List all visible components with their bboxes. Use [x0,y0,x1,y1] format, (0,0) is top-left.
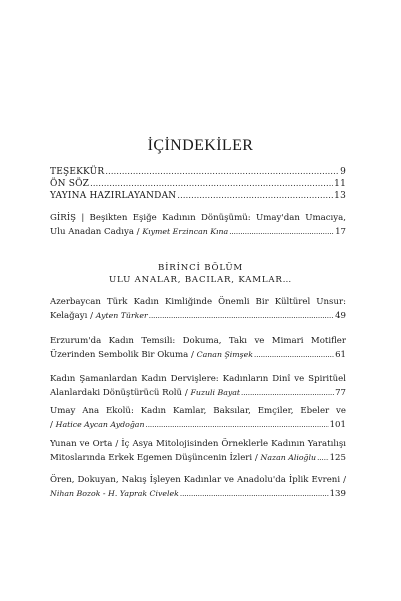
toc-entry-page: 13 [334,191,346,201]
toc-entry-title-line: GİRİŞ | Beşikten Eşiğe Kadının Dönüşümü: Umay'dan Umacıya, [50,213,346,223]
dot-leader [90,178,333,190]
dot-leader [317,452,329,465]
toc-entry[interactable] [50,474,346,501]
dot-leader [177,190,333,202]
toc-entry[interactable]: Azerbaycan Türk Kadın Kimliğinde Önemli Bir Kültürel Unsur: Kelağayı / Ayten Türker ..... 49 [50,296,346,323]
toc-entry-title-line: Umay Ana Ekolü: Kadın Kamlar, Baksılar, Emçiler, Ebeler ve [50,406,346,416]
toc-entry-author: Nazan Alioğlu [260,453,317,462]
section-subtitle: ULU ANALAR, BACILAR, KAMLAR… [108,275,293,285]
toc-entry-page: 17 [335,227,346,237]
toc-entry-title-line: Ulu Anadan Cadıya [50,227,134,237]
toc-entry-label: TEŞEKKÜR [50,167,105,177]
dot-leader [180,488,329,501]
toc-entry-title-line: Kadın Şamanlardan Kadın Dervişlere: Kadınların Dinî ve Spiritüel [50,374,346,384]
toc-entry-author: Ayten Türker [95,311,148,320]
toc-entry-author: Fuzuli Bayat [190,388,241,397]
toc-entry-author: Nihan Bozok - H. Yaprak Civelek [50,489,179,498]
toc-entry-title-line: Ören, Dokuyan, Nakış İşleyen Kadınlar ve Anadolu'da İplik Evreni / [50,475,346,485]
toc-entry-front-matter[interactable] [50,166,346,178]
toc-entry-page: 125 [329,453,346,463]
toc-entry-page: 77 [335,388,346,398]
toc-entry-page: 49 [335,311,346,321]
toc-entry-page: 11 [334,179,346,189]
section-heading [0,262,401,286]
front-matter-list [50,166,346,202]
dot-leader [105,166,339,178]
toc-entry-page: 9 [340,167,346,177]
toc-entry-title-line: Kelağayı [50,311,88,321]
toc-entry[interactable]: Kadın Şamanlardan Kadın Dervişlere: Kadınların Dinî ve Spiritüel Alanlardaki Dönüştürücü Rolü / Fuzuli Bayat ..... 77 [50,373,346,400]
toc-entry[interactable]: Yunan ve Orta / İç Asya Mitolojisinden Örneklerle Kadının Yaratılışı Mitoslarında Erkek Egemen Düşüncenin İzleri / Nazan Alioğlu ..... 125 [50,438,346,465]
toc-entry-title-line: Alanlardaki Dönüştürücü Rolü [50,388,183,398]
toc-entry[interactable]: Erzurum'da Kadın Temsili: Dokuma, Takı ve Mimari Motifler Üzerinden Sembolik Bir Okuma / Canan Şimşek ..... 61 [50,335,346,362]
toc-entry-intro[interactable]: GİRİŞ | Beşikten Eşiğe Kadının Dönüşümü: Umay'dan Umacıya, Ulu Anadan Cadıya / Kıymet Erzincan Kına ..... 17 [50,212,346,239]
toc-entry-author: Hatice Aycan Aydoğan [55,420,145,429]
toc-entry-front-matter[interactable] [50,190,346,202]
toc-entry-page: 139 [329,489,346,499]
dot-leader [229,226,334,239]
toc-entry-author: Kıymet Erzincan Kına [142,227,229,236]
toc-entry-page: 101 [329,420,346,430]
dot-leader [254,349,334,362]
toc-entry[interactable]: Umay Ana Ekolü: Kadın Kamlar, Baksılar, Emçiler, Ebeler ve / Hatice Aycan Aydoğan ..... 101 [50,405,346,432]
toc-entry-title-line: Erzurum'da Kadın Temsili: Dokuma, Takı ve Mimari Motifler [50,336,346,346]
dot-leader [145,419,328,432]
toc-entry-title-line: Azerbaycan Türk Kadın Kimliğinde Önemli Bir Kültürel Unsur: [50,297,346,307]
toc-entry-author: Canan Şimşek [196,350,254,359]
toc-entry-label: ÖN SÖZ [50,179,90,189]
page-title: İÇİNDEKİLER [147,137,254,154]
toc-entry-title-line: Mitoslarında Erkek Egemen Düşüncenin İzleri [50,453,253,463]
toc-entry-page: 61 [335,350,346,360]
dot-leader [149,310,334,323]
dot-leader [241,387,334,400]
toc-entry-label: YAYINA HAZIRLAYANDAN [50,191,177,201]
toc-entry-title-line: Üzerinden Sembolik Bir Okuma [50,350,189,360]
toc-entry-front-matter[interactable] [50,178,346,190]
toc-entry-title-line: Yunan ve Orta / İç Asya Mitolojisinden Örneklerle Kadının Yaratılışı [50,439,346,449]
section-title: BİRİNCİ BÖLÜM [158,263,243,273]
